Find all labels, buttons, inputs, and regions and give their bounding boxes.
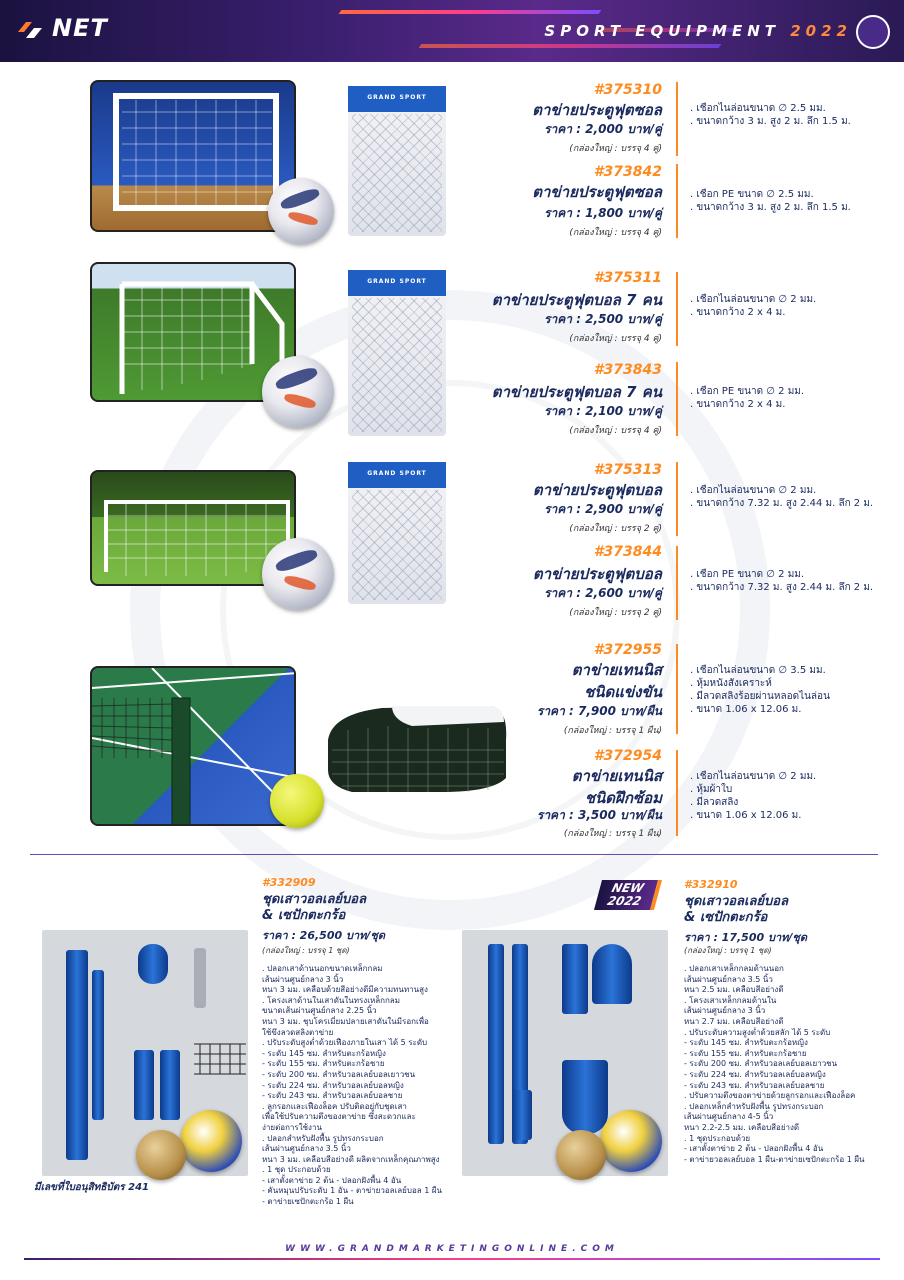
- product-pack: (กล่องใหญ่ : บรรจุ 1 ชุด): [262, 946, 350, 955]
- product-code: #373843: [593, 362, 662, 378]
- product-specs: . เชือกไนล่อนขนาด ∅ 2.5 มม. . ขนาดกว้าง 3 ม. สูง 2 ม. ลึก 1.5 ม.: [690, 103, 851, 127]
- product-name-line2: & เซปักตะกร้อ: [684, 910, 768, 925]
- new-2022-badge: NEW 2022: [594, 880, 662, 910]
- product-pack: (กล่องใหญ่ : บรรจุ 2 คู่): [569, 608, 662, 618]
- product-name-line2: ชนิดฝึกซ้อม: [584, 789, 662, 807]
- product-specs: . เชือก PE ขนาด ∅ 2 มม. . ขนาดกว้าง 7.32 ม. สูง 2.44 ม. ลึก 2 ม.: [690, 569, 874, 593]
- product-name: ตาข่ายประตูฟุตบอล 7 คน: [491, 383, 662, 401]
- product-name: ชุดเสาวอลเลย์บอล: [262, 892, 367, 907]
- net-bag-image: GRAND SPORT: [348, 270, 446, 436]
- product-specs: . ปลอกเสาด้านนอกขนาดเหล็กกลม เส้นผ่านศูนย์กลาง 3 นิ้ว หนา 3 มม. เคลือบด้วยสีอย่างดีมีความทนทานสูง . โครงเสาด้านในเสาดันในทรงเหล็กกลม ขนาดเส้นผ่านศูนย์กลาง 2.25 นิ้ว หนา 3 มม. ชุบโครเมี่ยมปลายเสาดันในมีรอกเพื่อ ใช้ขึงลวดสลิงตาข่าย . ปรับระดับสูงต่ำด้วยเฟืองภายในเสา ได้ 5 ระดับ - ระดับ 145 ซม. สำหรับตะกร้อหญิง - ระดับ 155 ซม. สำหรับตะกร้อชาย - ระดับ 200 ซม. สำหรับวอลเลย์บอลเยาวชน - ระดับ 224 ซม. สำหรับวอลเลย์บอลหญิง - ระดับ 243 ซม. สำหรับวอลเลย์บอลชาย . ลูกรอกและเฟืองล็อค ปรับติดอยู่กับชุดเสา เพื่อใช้ปรับความตึงของตาข่าย ซึ่งสะดวกและ ง่ายต่อการใช้งาน . ปลอกสำหรับฝังพื้น รูปทรงกระบอก เส้นผ่านศูนย์กลาง 3.5 นิ้ว หนา 3 มม. เคลือบสีอย่างดี ผลิตจากเหล็กคุณภาพสูง . 1 ชุด ประกอบด้วย - เสาตั้งตาข่าย 2 ต้น - ปลอกฝังพื้น 4 อัน - คันหมุนปรับระดับ 1 อัน - ตาข่ายวอลเลย์บอล 1 ผืน - ตาข่ายเซปักตะกร้อ 1 ผืน: [262, 964, 442, 1207]
- product-code: #332909: [262, 876, 316, 889]
- product-pack: (กล่องใหญ่ : บรรจุ 1 ผืน): [563, 829, 662, 839]
- divider-line: [676, 362, 678, 436]
- product-code: #375311: [593, 270, 662, 286]
- divider-line: [676, 82, 678, 156]
- product-price: ราคา : 7,900 บาท/ผืน: [536, 704, 662, 718]
- section-divider: [30, 854, 878, 855]
- product-name: ตาข่ายประตูฟุตบอล 7 คน: [491, 291, 662, 309]
- volleyball-ball-image: [180, 1110, 242, 1172]
- product-specs: . ปลอกเสาเหล็กกลมด้านนอก เส้นผ่านศูนย์กลาง 3.5 นิ้ว หนา 2.5 มม. เคลือบสีอย่างดี . โครงเสาเหล็กกลมด้านใน เส้นผ่านศูนย์กลาง 3 นิ้ว หนา 2.7 มม. เคลือบสีอย่างดี . ปรับระดับความสูงต่ำด้วยสลัก ได้ 5 ระดับ - ระดับ 145 ซม. สำหรับตะกร้อหญิง - ระดับ 155 ซม. สำหรับตะกร้อชาย - ระดับ 200 ซม. สำหรับวอลเลย์บอลเยาวชน - ระดับ 224 ซม. สำหรับวอลเลย์บอลหญิง - ระดับ 243 ซม. สำหรับวอลเลย์บอลชาย . ปรับความตึงของตาข่ายด้วยลูกรอกและเฟืองล็อค . ปลอกเหล็กสำหรับฝังพื้น รูปทรงกระบอก เส้นผ่านศูนย์กลาง 4-5 นิ้ว หนา 2.2-2.5 มม. เคลือบสีอย่างดี . 1 ชุดประกอบด้วย - เสาตั้งตาข่าย 2 ต้น - ปลอกฝังพื้น 4 อัน - ตาข่ายวอลเลย์บอล 1 ผืน-ตาข่ายเซปักตะกร้อ 1 ผืน: [684, 964, 865, 1164]
- product-pack: (กล่องใหญ่ : บรรจุ 4 คู่): [569, 334, 662, 344]
- product-name: ตาข่ายประตูฟุตบอล: [532, 481, 662, 499]
- registration-note: มีเลขที่ใบอนุสิทธิบัตร 241: [34, 1182, 150, 1193]
- divider-line: [676, 644, 678, 734]
- product-name-line2: & เซปักตะกร้อ: [262, 908, 346, 923]
- futsal-goal-photo: [90, 80, 296, 232]
- product-code: #372955: [593, 642, 662, 658]
- product-specs: . เชือก PE ขนาด ∅ 2 มม. . ขนาดกว้าง 2 x 4 ม.: [690, 386, 805, 410]
- product-code: #375313: [593, 462, 662, 478]
- takraw-ball-image: [556, 1130, 606, 1180]
- divider-line: [676, 164, 678, 238]
- product-price: ราคา : 2,100 บาท/คู่: [544, 404, 662, 418]
- product-price: ราคา : 1,800 บาท/คู่: [544, 206, 662, 220]
- tennis-net-photo: [90, 666, 296, 826]
- product-price: ราคา : 26,500 บาท/ชุด: [262, 929, 385, 942]
- product-specs: . เชือกไนล่อนขนาด ∅ 2 มม. . ขนาดกว้าง 2 x 4 ม.: [690, 294, 817, 318]
- product-pack: (กล่องใหญ่ : บรรจุ 1 ชุด): [684, 946, 772, 955]
- product-name: ตาข่ายเทนนิส: [571, 661, 662, 679]
- football-ball-image: [262, 356, 334, 428]
- divider-line: [676, 750, 678, 836]
- product-code: #332910: [684, 878, 738, 891]
- product-code: #373844: [593, 544, 662, 560]
- product-pack: (กล่องใหญ่ : บรรจุ 1 ผืน): [563, 726, 662, 736]
- product-price: ราคา : 2,500 บาท/คู่: [544, 312, 662, 326]
- product-pack: (กล่องใหญ่ : บรรจุ 4 คู่): [569, 426, 662, 436]
- divider-line: [676, 272, 678, 346]
- product-specs: . เชือกไนล่อนขนาด ∅ 3.5 มม. . หุ้มหนังสังเคราะห์ . มีลวดสลิงร้อยผ่านหลอดไนล่อน . ขนาด 1.06 x 12.06 ม.: [690, 665, 830, 715]
- takraw-ball-image: [136, 1130, 186, 1180]
- product-name: ตาข่ายเทนนิส: [571, 767, 662, 785]
- product-name: ตาข่ายประตูฟุตซอล: [532, 183, 662, 201]
- product-name-line2: ชนิดแข่งขัน: [584, 683, 662, 701]
- product-name: ตาข่ายประตูฟุตบอล: [532, 565, 662, 583]
- product-price: ราคา : 17,500 บาท/ชุด: [684, 931, 807, 944]
- tennis-net-roll-image: [322, 700, 512, 796]
- net-bag-image: GRAND SPORT: [348, 86, 446, 236]
- net-logo-icon: [16, 18, 46, 42]
- product-pack: (กล่องใหญ่ : บรรจุ 4 คู่): [569, 144, 662, 154]
- product-specs: . เชือกไนล่อนขนาด ∅ 2 มม. . ขนาดกว้าง 7.32 ม. สูง 2.44 ม. ลึก 2 ม.: [690, 485, 874, 509]
- net-bag-image: GRAND SPORT: [348, 462, 446, 604]
- product-price: ราคา : 3,500 บาท/ผืน: [536, 808, 662, 822]
- net-logo-text: NET: [52, 14, 108, 42]
- divider-line: [676, 462, 678, 536]
- divider-line: [676, 546, 678, 620]
- footer-line: [24, 1258, 880, 1260]
- product-name: ชุดเสาวอลเลย์บอล: [684, 894, 789, 909]
- product-pack: (กล่องใหญ่ : บรรจุ 2 คู่): [569, 524, 662, 534]
- product-pack: (กล่องใหญ่ : บรรจุ 4 คู่): [569, 228, 662, 238]
- product-price: ราคา : 2,600 บาท/คู่: [544, 586, 662, 600]
- footer-website-link[interactable]: WWW.GRANDMARKETINGONLINE.COM: [285, 1244, 619, 1254]
- volleyball-ball-image: [600, 1110, 662, 1172]
- product-code: #375310: [593, 82, 662, 98]
- futsal-ball-image: [268, 178, 334, 244]
- product-price: ราคา : 2,000 บาท/คู่: [544, 122, 662, 136]
- product-specs: . เชือก PE ขนาด ∅ 2.5 มม. . ขนาดกว้าง 3 ม. สูง 2 ม. ลึก 1.5 ม.: [690, 189, 851, 213]
- product-specs: . เชือกไนล่อนขนาด ∅ 2 มม. . หุ้มผ้าใบ . มีลวดสลิง . ขนาด 1.06 x 12.06 ม.: [690, 771, 817, 821]
- product-code: #373842: [593, 164, 662, 180]
- product-name: ตาข่ายประตูฟุตซอล: [532, 101, 662, 119]
- product-price: ราคา : 2,900 บาท/คู่: [544, 502, 662, 516]
- football-ball-image: [262, 538, 334, 610]
- tennis-ball-image: [270, 774, 324, 828]
- header-title: SPORT EQUIPMENT 2022: [544, 22, 852, 40]
- brand-seal-icon: [856, 15, 890, 49]
- product-code: #372954: [593, 748, 662, 764]
